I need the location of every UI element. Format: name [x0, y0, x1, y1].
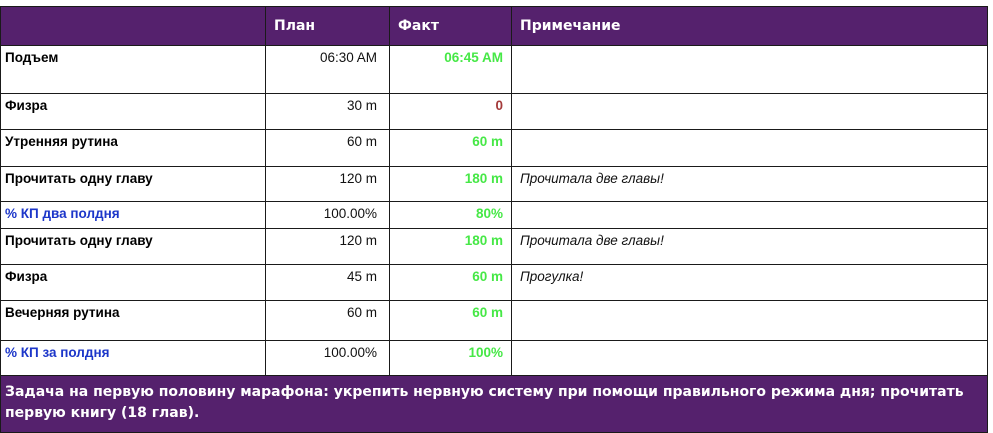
activity-cell[interactable]: % КП за полдня — [1, 341, 266, 376]
plan-cell[interactable]: 100.00% — [266, 341, 390, 376]
table-row — [1, 301, 988, 341]
activity-cell[interactable]: Вечерняя рутина — [1, 301, 266, 341]
table-row — [1, 167, 988, 202]
note-cell[interactable]: Прогулка! — [512, 265, 988, 301]
header-cell-note[interactable]: Примечание — [512, 7, 988, 46]
note-cell[interactable] — [512, 130, 988, 167]
note-cell[interactable] — [512, 202, 988, 229]
plan-cell[interactable]: 45 m — [266, 265, 390, 301]
plan-cell[interactable]: 100.00% — [266, 202, 390, 229]
table-row — [1, 46, 988, 94]
activity-cell[interactable]: % КП два полдня — [1, 202, 266, 229]
fact-cell[interactable]: 06:45 AM — [390, 46, 512, 94]
activity-cell[interactable]: Подъем — [1, 46, 266, 94]
activity-cell[interactable]: Утренняя рутина — [1, 130, 266, 167]
fact-cell[interactable]: 60 m — [390, 301, 512, 341]
activity-cell[interactable]: Физра — [1, 94, 266, 130]
fact-cell[interactable]: 60 m — [390, 130, 512, 167]
activity-cell[interactable]: Прочитать одну главу — [1, 167, 266, 202]
table-row — [1, 229, 988, 265]
header-cell-fact[interactable]: Факт — [390, 7, 512, 46]
fact-cell[interactable]: 0 — [390, 94, 512, 130]
note-cell[interactable]: Прочитала две главы! — [512, 229, 988, 265]
fact-cell[interactable]: 180 m — [390, 167, 512, 202]
header-row — [1, 7, 988, 46]
note-cell[interactable] — [512, 94, 988, 130]
note-cell[interactable]: Прочитала две главы! — [512, 167, 988, 202]
activity-cell[interactable]: Прочитать одну главу — [1, 229, 266, 265]
schedule-sheet — [0, 6, 987, 433]
plan-cell[interactable]: 60 m — [266, 301, 390, 341]
fact-cell[interactable]: 180 m — [390, 229, 512, 265]
marathon-goal-text[interactable]: Задача на первую половину марафона: укрепить нервную систему при помощи правильного режима дня; прочитать первую книгу (18 глав). — [1, 376, 988, 433]
footer-row — [1, 376, 988, 433]
plan-cell[interactable]: 120 m — [266, 167, 390, 202]
table-row — [1, 94, 988, 130]
plan-cell[interactable]: 30 m — [266, 94, 390, 130]
plan-cell[interactable]: 60 m — [266, 130, 390, 167]
note-cell[interactable] — [512, 341, 988, 376]
fact-cell[interactable]: 100% — [390, 341, 512, 376]
fact-cell[interactable]: 60 m — [390, 265, 512, 301]
header-cell-activity[interactable] — [1, 7, 266, 46]
plan-cell[interactable]: 120 m — [266, 229, 390, 265]
note-cell[interactable] — [512, 301, 988, 341]
summary-row — [1, 341, 988, 376]
header-cell-plan[interactable]: План — [266, 7, 390, 46]
schedule-table — [0, 6, 988, 433]
note-cell[interactable] — [512, 46, 988, 94]
plan-cell[interactable]: 06:30 AM — [266, 46, 390, 94]
activity-cell[interactable]: Физра — [1, 265, 266, 301]
table-row — [1, 265, 988, 301]
summary-row — [1, 202, 988, 229]
fact-cell[interactable]: 80% — [390, 202, 512, 229]
table-row — [1, 130, 988, 167]
